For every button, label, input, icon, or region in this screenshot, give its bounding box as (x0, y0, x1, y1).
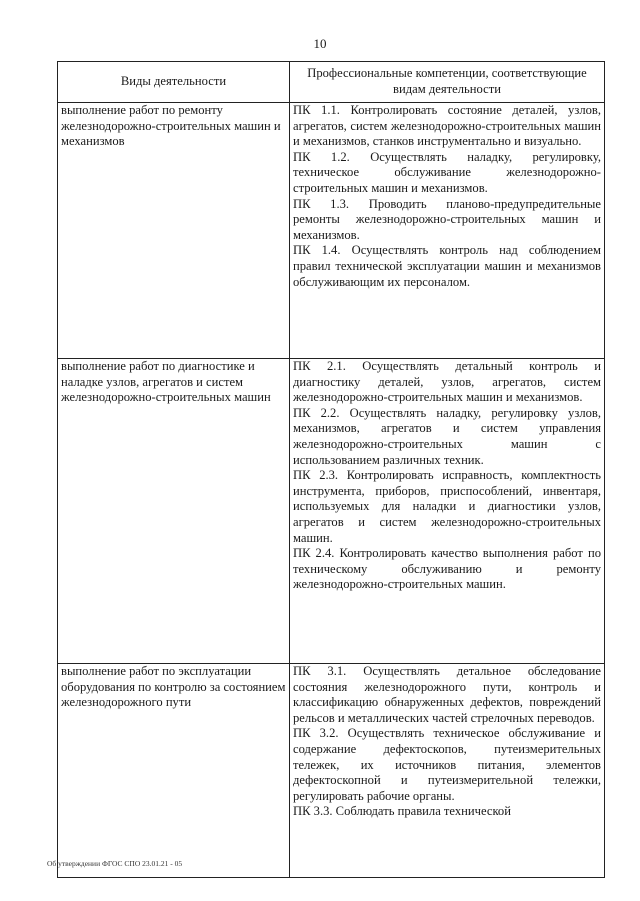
activity-text: выполнение работ по ремонту железнодорожно-строительных машин и механизмов (61, 103, 281, 149)
table-row (58, 103, 605, 359)
competencies-cell (290, 103, 605, 359)
activity-cell (58, 103, 290, 359)
competency-item: ПК 1.1. Контролировать состояние деталей, узлов, агрегатов, систем железнодорожно-строительных машин и механизмов, станков инструментально и визуально. (293, 103, 601, 149)
competency-item: ПК 2.4. Контролировать качество выполнения работ по техническому обслуживанию и ремонту железнодорожно-строительных машин. (293, 546, 601, 592)
competency-item: ПК 1.2. Осуществлять наладку, регулировку, техническое обслуживание железнодорожно-строительных машин и механизмов. (293, 149, 601, 195)
table-row (58, 359, 605, 664)
competency-item: ПК 3.2. Осуществлять техническое обслуживание и содержание дефектоскопов, путеизмерительных тележек, их источников питания, элементов дефектоскопной и путеизмерительной тележки, регулировать рабочие органы. (293, 726, 601, 803)
table-row (58, 664, 605, 878)
header-competencies: Профессиональные компетенции, соответствующие видам деятельности (290, 62, 605, 103)
competencies-cell (290, 664, 605, 878)
competency-item: ПК 2.3. Контролировать исправность, комплектность инструмента, приборов, приспособлений, инвентаря, используемых для наладки и диагностики узлов, агрегатов и систем железнодорожно-строительных машин. (293, 468, 601, 545)
activity-text: выполнение работ по диагностике и наладке узлов, агрегатов и систем железнодорожно-строительных машин (61, 359, 271, 405)
competency-item: ПК 3.1. Осуществлять детальное обследование состояния железнодорожного пути, контроль и классификацию обнаруженных дефектов, повреждений рельсов и металлических частей стрелочных переводов. (293, 664, 601, 725)
competency-item: ПК 1.4. Осуществлять контроль над соблюдением правил технической эксплуатации машин и механизмов обслуживающим их персоналом. (293, 243, 601, 289)
competency-item: ПК 1.3. Проводить планово-предупредительные ремонты железнодорожно-строительных машин и механизмов. (293, 196, 601, 242)
competencies-table (57, 61, 605, 878)
header-activities: Виды деятельности (58, 62, 290, 103)
footer-note: Об утверждении ФГОС СПО 23.01.21 - 05 (47, 859, 183, 868)
activity-cell (58, 359, 290, 664)
activity-text: выполнение работ по эксплуатации оборудования по контролю за состоянием железнодорожного пути (61, 664, 286, 710)
competency-item: ПК 2.1. Осуществлять детальный контроль и диагностику деталей, узлов, агрегатов, систем железнодорожно-строительных машин и механизмов. (293, 359, 601, 405)
competency-item: ПК 3.3. Соблюдать правила технической (293, 804, 511, 819)
competencies-cell (290, 359, 605, 664)
page-number: 10 (313, 36, 327, 51)
table-header-row (58, 62, 605, 103)
activity-cell (58, 664, 290, 878)
competency-item: ПК 2.2. Осуществлять наладку, регулировку узлов, механизмов, агрегатов и систем управления железнодорожно-строительных машин с использованием различных техник. (293, 405, 601, 467)
